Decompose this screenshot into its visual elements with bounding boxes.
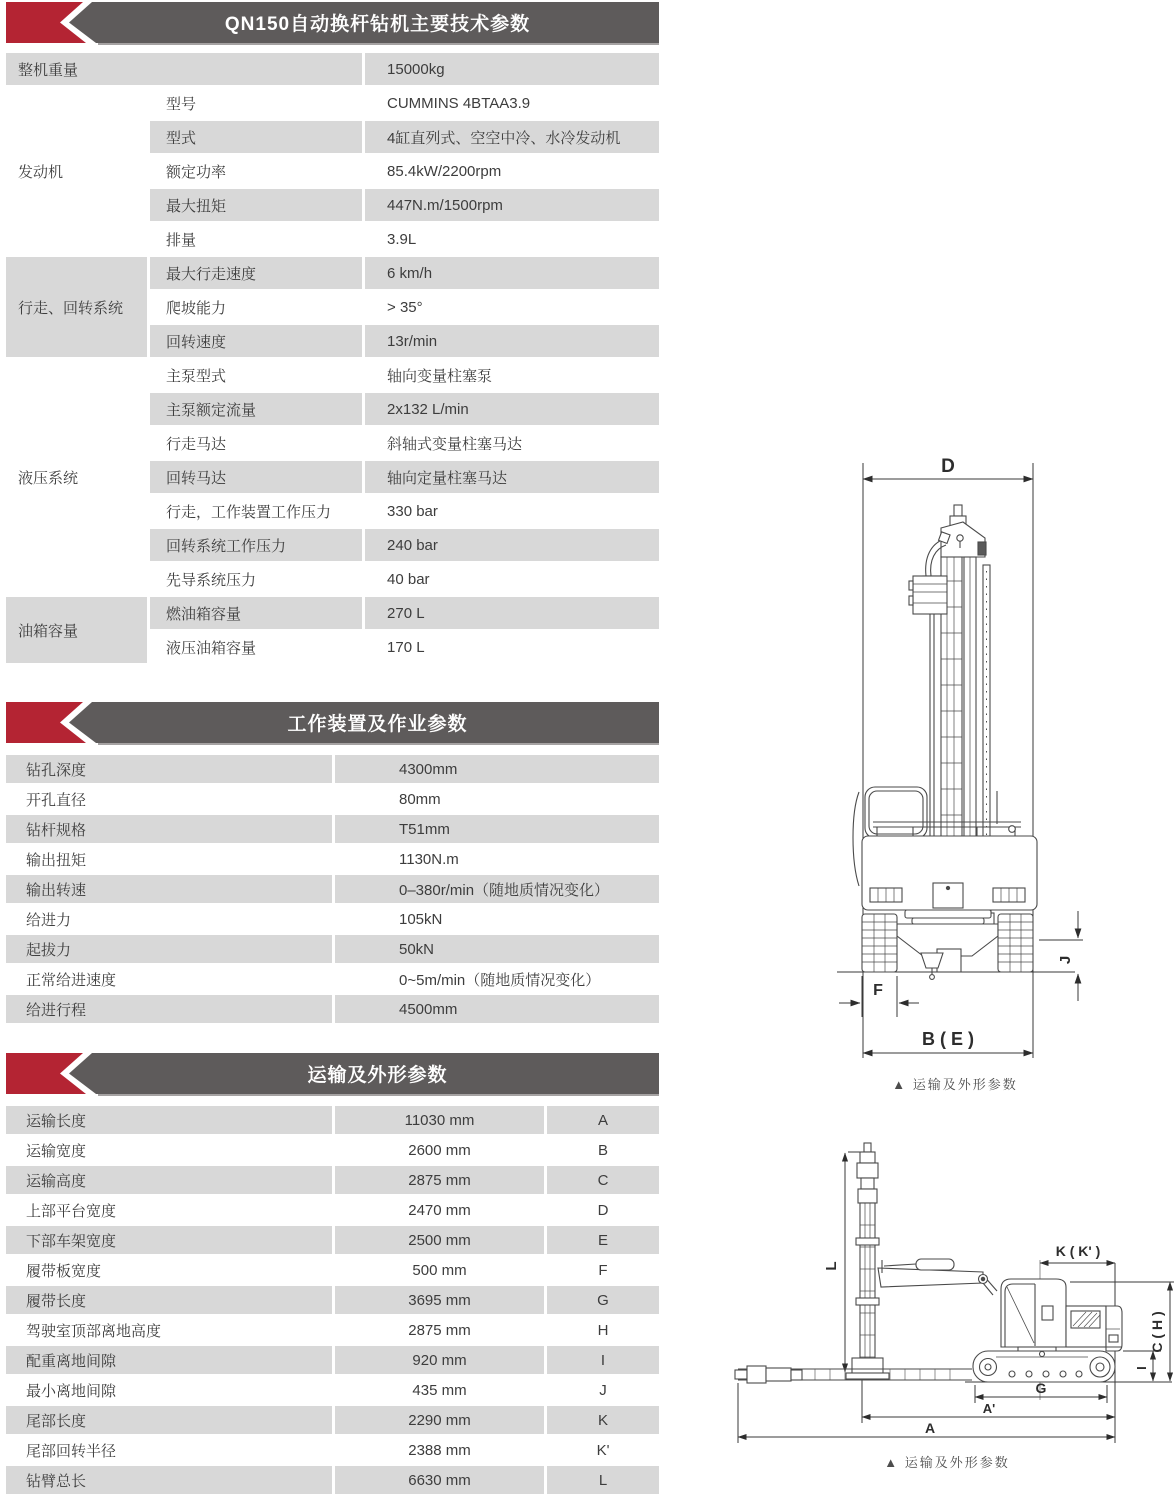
- group-label: 油箱容量: [6, 597, 150, 665]
- spec-value: 330 bar: [365, 495, 659, 529]
- spec-value: 1130N.m: [335, 845, 659, 875]
- dimension-code: D: [547, 1196, 659, 1226]
- spec-label: 最小离地间隙: [6, 1376, 335, 1406]
- spec-value: 4缸直列式、空空中冷、水冷发动机: [365, 121, 659, 155]
- table-row: [6, 905, 659, 935]
- spec-value: 0~5m/min（随地质情况变化）: [335, 965, 659, 995]
- spec-label: 回转速度: [150, 325, 365, 359]
- spec-value: 105kN: [335, 905, 659, 935]
- spec-value: CUMMINS 4BTAA3.9: [365, 87, 659, 121]
- spec-label: 正常给进速度: [6, 965, 335, 995]
- spec-label: 尾部长度: [6, 1406, 335, 1436]
- spec-label: 整机重量: [6, 53, 365, 87]
- spec-label: 履带板宽度: [6, 1256, 335, 1286]
- spec-label: 给进力: [6, 905, 335, 935]
- dim-label-g: G: [1035, 1380, 1047, 1396]
- spec-label: 液压油箱容量: [150, 631, 365, 665]
- spec-label: 运输长度: [6, 1106, 335, 1136]
- spec-label: 尾部回转半径: [6, 1436, 335, 1466]
- table-row: [6, 1136, 659, 1166]
- dimension-code: C: [547, 1166, 659, 1196]
- table-row: [6, 1166, 659, 1196]
- table-row: [6, 785, 659, 815]
- spec-value: 15000kg: [365, 53, 659, 87]
- spec-label: 运输宽度: [6, 1136, 335, 1166]
- spec-label: 驾驶室顶部离地高度: [6, 1316, 335, 1346]
- table-row: [6, 1256, 659, 1286]
- spec-value: 40 bar: [365, 563, 659, 597]
- spec-value: 2290 mm: [335, 1406, 547, 1436]
- table-row: [6, 1376, 659, 1406]
- spec-label: 先导系统压力: [150, 563, 365, 597]
- spec-value: 3.9L: [365, 223, 659, 257]
- side-view-caption: ▲ 运输及外形参数: [884, 1455, 1010, 1470]
- spec-value: 85.4kW/2200rpm: [365, 155, 659, 189]
- spec-value: T51mm: [335, 815, 659, 845]
- section-title: 工作装置及作业参数: [287, 714, 468, 735]
- spec-label: 最大扭矩: [150, 189, 365, 223]
- spec-value: 80mm: [335, 785, 659, 815]
- dim-label-be: B ( E ): [922, 1029, 974, 1049]
- dimension-code: F: [547, 1256, 659, 1286]
- spec-label: 行走，工作装置工作压力: [150, 495, 365, 529]
- table-row: [6, 53, 659, 87]
- dimension-code: G: [547, 1286, 659, 1316]
- spec-value: 2600 mm: [335, 1136, 547, 1166]
- table-row: [6, 257, 659, 291]
- table-row: [6, 1226, 659, 1256]
- spec-label: 输出扭矩: [6, 845, 335, 875]
- dim-label-f: F: [873, 982, 883, 999]
- dimension-code: J: [547, 1376, 659, 1406]
- spec-value: 11030 mm: [335, 1106, 547, 1136]
- section-header-transport-params: [6, 1053, 659, 1094]
- dimension-code: E: [547, 1226, 659, 1256]
- dim-label-j: J: [1057, 955, 1074, 965]
- spec-value: 4500mm: [335, 995, 659, 1025]
- spec-label: 上部平台宽度: [6, 1196, 335, 1226]
- transport-params-table: [6, 1106, 659, 1496]
- table-row: [6, 755, 659, 785]
- table-row: [6, 995, 659, 1025]
- dim-label-d: D: [941, 456, 955, 477]
- spec-value: 斜轴式变量柱塞马达: [365, 427, 659, 461]
- spec-value: 2500 mm: [335, 1226, 547, 1256]
- spec-label: 回转系统工作压力: [150, 529, 365, 563]
- dimension-code: H: [547, 1316, 659, 1346]
- spec-value: 轴向定量柱塞马达: [365, 461, 659, 495]
- table-row: [6, 1286, 659, 1316]
- spec-value: 6630 mm: [335, 1466, 547, 1496]
- dimension-code: A: [547, 1106, 659, 1136]
- spec-label: 额定功率: [150, 155, 365, 189]
- spec-label: 行走马达: [150, 427, 365, 461]
- group-label: 液压系统: [6, 359, 150, 597]
- dimension-code: K': [547, 1436, 659, 1466]
- table-row: [6, 1316, 659, 1346]
- table-row: [6, 875, 659, 905]
- dimension-code: K: [547, 1406, 659, 1436]
- spec-label: 起拔力: [6, 935, 335, 965]
- spec-value: 2875 mm: [335, 1316, 547, 1346]
- spec-value: 2x132 L/min: [365, 393, 659, 427]
- section-header-main-specs: [6, 2, 659, 43]
- header-shadow: [98, 743, 659, 745]
- spec-label: 最大行走速度: [150, 257, 365, 291]
- spec-label: 钻臂总长: [6, 1466, 335, 1496]
- spec-label: 配重离地间隙: [6, 1346, 335, 1376]
- spec-value: 2388 mm: [335, 1436, 547, 1466]
- spec-label: 给进行程: [6, 995, 335, 1025]
- spec-value: 2470 mm: [335, 1196, 547, 1226]
- spec-value: 6 km/h: [365, 257, 659, 291]
- table-row: [6, 1466, 659, 1496]
- table-row: [6, 935, 659, 965]
- dim-label-k: K ( K' ): [1055, 1243, 1101, 1259]
- spec-label: 履带长度: [6, 1286, 335, 1316]
- spec-label: 爬坡能力: [150, 291, 365, 325]
- spec-label: 运输高度: [6, 1166, 335, 1196]
- dim-label-l: L: [823, 1261, 840, 1271]
- spec-label: 下部车架宽度: [6, 1226, 335, 1256]
- header-shadow: [98, 43, 659, 45]
- spec-value: 170 L: [365, 631, 659, 665]
- spec-label: 钻杆规格: [6, 815, 335, 845]
- spec-label: 输出转速: [6, 875, 335, 905]
- table-row: [6, 1196, 659, 1226]
- table-row: [6, 845, 659, 875]
- spec-label: 型式: [150, 121, 365, 155]
- spec-label: 燃油箱容量: [150, 597, 365, 631]
- dim-label-i: I: [1134, 1366, 1149, 1370]
- spec-label: 钻孔深度: [6, 755, 335, 785]
- group-label: 发动机: [6, 87, 150, 257]
- dimension-code: B: [547, 1136, 659, 1166]
- spec-label: 型号: [150, 87, 365, 121]
- spec-value: 4300mm: [335, 755, 659, 785]
- table-row: [6, 359, 659, 393]
- table-row: [6, 1346, 659, 1376]
- header-shadow: [98, 1094, 659, 1096]
- side-view-diagram: [720, 1140, 1174, 1450]
- spec-value: 13r/min: [365, 325, 659, 359]
- section-header-working-params: [6, 702, 659, 743]
- spec-value: 920 mm: [335, 1346, 547, 1376]
- dim-label-a1: A': [982, 1401, 996, 1416]
- rear-view-diagram: [825, 445, 1085, 1065]
- dimension-code: L: [547, 1466, 659, 1496]
- main-spec-table: [6, 53, 659, 665]
- spec-value: 轴向变量柱塞泵: [365, 359, 659, 393]
- spec-label: 开孔直径: [6, 785, 335, 815]
- spec-value: > 35°: [365, 291, 659, 325]
- spec-value: 2875 mm: [335, 1166, 547, 1196]
- spec-value: 3695 mm: [335, 1286, 547, 1316]
- spec-value: 50kN: [335, 935, 659, 965]
- table-row: [6, 87, 659, 121]
- spec-label: 主泵型式: [150, 359, 365, 393]
- table-row: [6, 1436, 659, 1466]
- spec-label: 回转马达: [150, 461, 365, 495]
- table-row: [6, 1106, 659, 1136]
- dim-label-a: A: [924, 1420, 936, 1436]
- spec-value: 240 bar: [365, 529, 659, 563]
- spec-value: 447N.m/1500rpm: [365, 189, 659, 223]
- table-row: [6, 965, 659, 995]
- spec-value: 500 mm: [335, 1256, 547, 1286]
- spec-label: 主泵额定流量: [150, 393, 365, 427]
- dim-label-c: C ( H ): [1149, 1311, 1165, 1353]
- dimension-code: I: [547, 1346, 659, 1376]
- table-row: [6, 1406, 659, 1436]
- spec-label: 排量: [150, 223, 365, 257]
- table-row: [6, 815, 659, 845]
- group-label: 行走、回转系统: [6, 257, 150, 359]
- table-row: [6, 597, 659, 631]
- spec-value: 0–380r/min（随地质情况变化）: [335, 875, 659, 905]
- working-params-table: [6, 755, 659, 1025]
- section-title: QN150自动换杆钻机主要技术参数: [224, 14, 531, 35]
- section-title: 运输及外形参数: [307, 1065, 448, 1086]
- spec-value: 435 mm: [335, 1376, 547, 1406]
- rear-view-caption: ▲ 运输及外形参数: [892, 1077, 1018, 1092]
- spec-value: 270 L: [365, 597, 659, 631]
